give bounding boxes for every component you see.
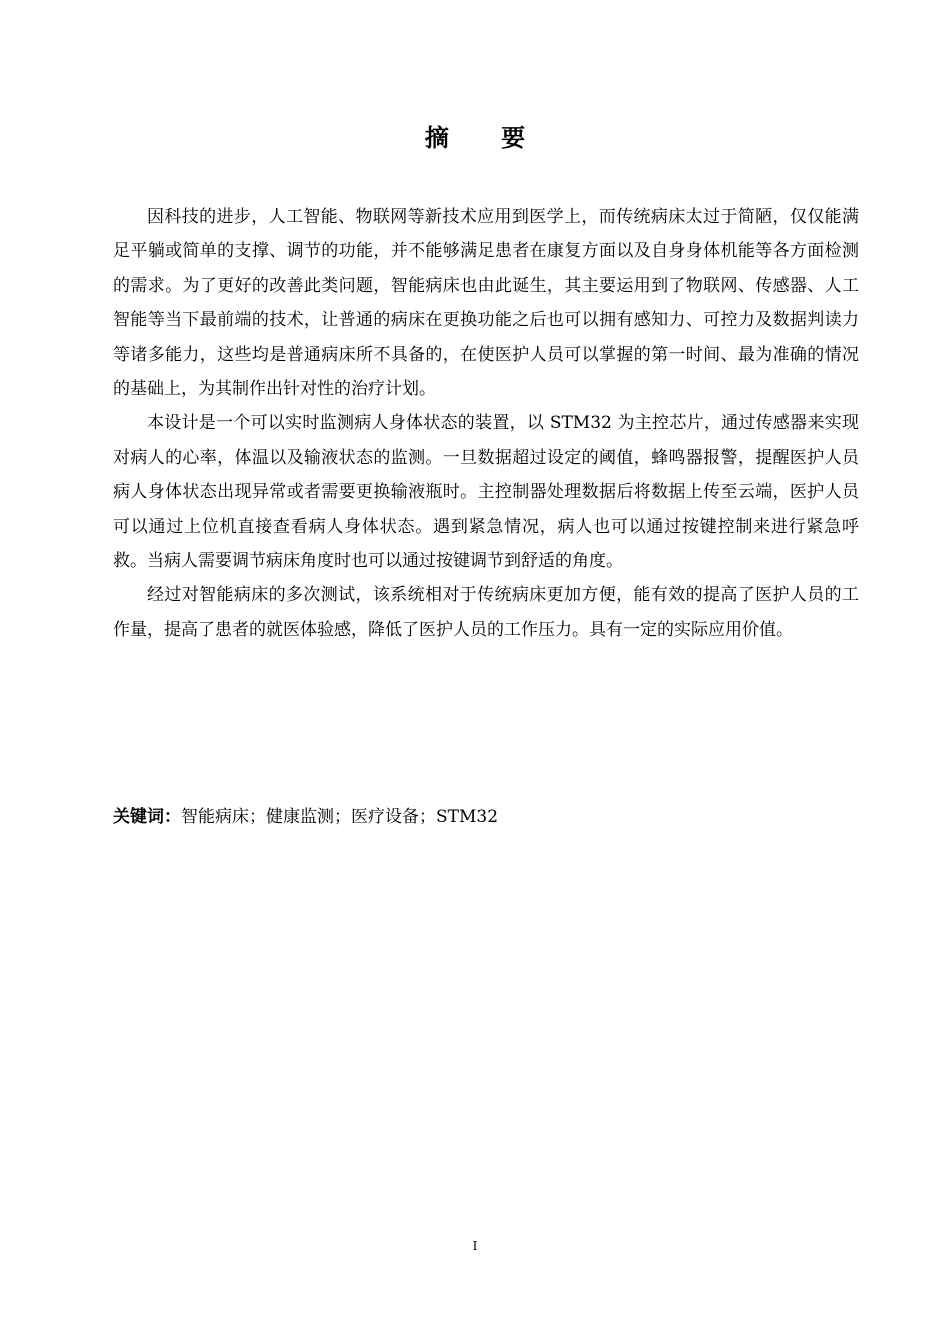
page-number: I [472,1239,478,1253]
keywords-label: 关键词： [113,807,181,827]
keywords-value: 智能病床；健康监测；医疗设备；STM32 [181,807,499,827]
abstract-body [113,200,859,647]
keywords-line [113,800,859,834]
abstract-title: 摘 要 [424,123,548,152]
abstract-paragraph-3: 经过对智能病床的多次测试，该系统相对于传统病床更加方便，能有效的提高了医护人员的工作量，提高了患者的就医体验感，降低了医护人员的工作压力。具有一定的实际应用价值。 [113,585,859,640]
abstract-paragraph-1: 因科技的进步，人工智能、物联网等新技术应用到医学上，而传统病床太过于简陋，仅仅能满足平躺或简单的支撑、调节的功能，并不能够满足患者在康复方面以及自身身体机能等各方面检测的需求。为了更好的改善此类问题，智能病床也由此诞生，其主要运用到了物联网、传感器、人工智能等当下最前端的技术，让普通的病床在更换功能之后也可以拥有感知力、可控力及数据判读力等诸多能力，这些均是普通病床所不具备的，在使医护人员可以掌握的第一时间、最为准确的情况的基础上，为其制作出针对性的治疗计划。 [113,207,859,400]
abstract-paragraph-2: 本设计是一个可以实时监测病人身体状态的装置，以 STM32 为主控芯片，通过传感器来实现对病人的心率，体温以及输液状态的监测。一旦数据超过设定的阈值，蜂鸣器报警，提醒医护人员病人身体状态出现异常或者需要更换输液瓶时。主控制器处理数据后将数据上传至云端，医护人员可以通过上位机直接查看病人身体状态。遇到紧急情况，病人也可以通过按键控制来进行紧急呼救。当病人需要调节病床角度时也可以通过按键调节到舒适的角度。 [113,413,859,572]
